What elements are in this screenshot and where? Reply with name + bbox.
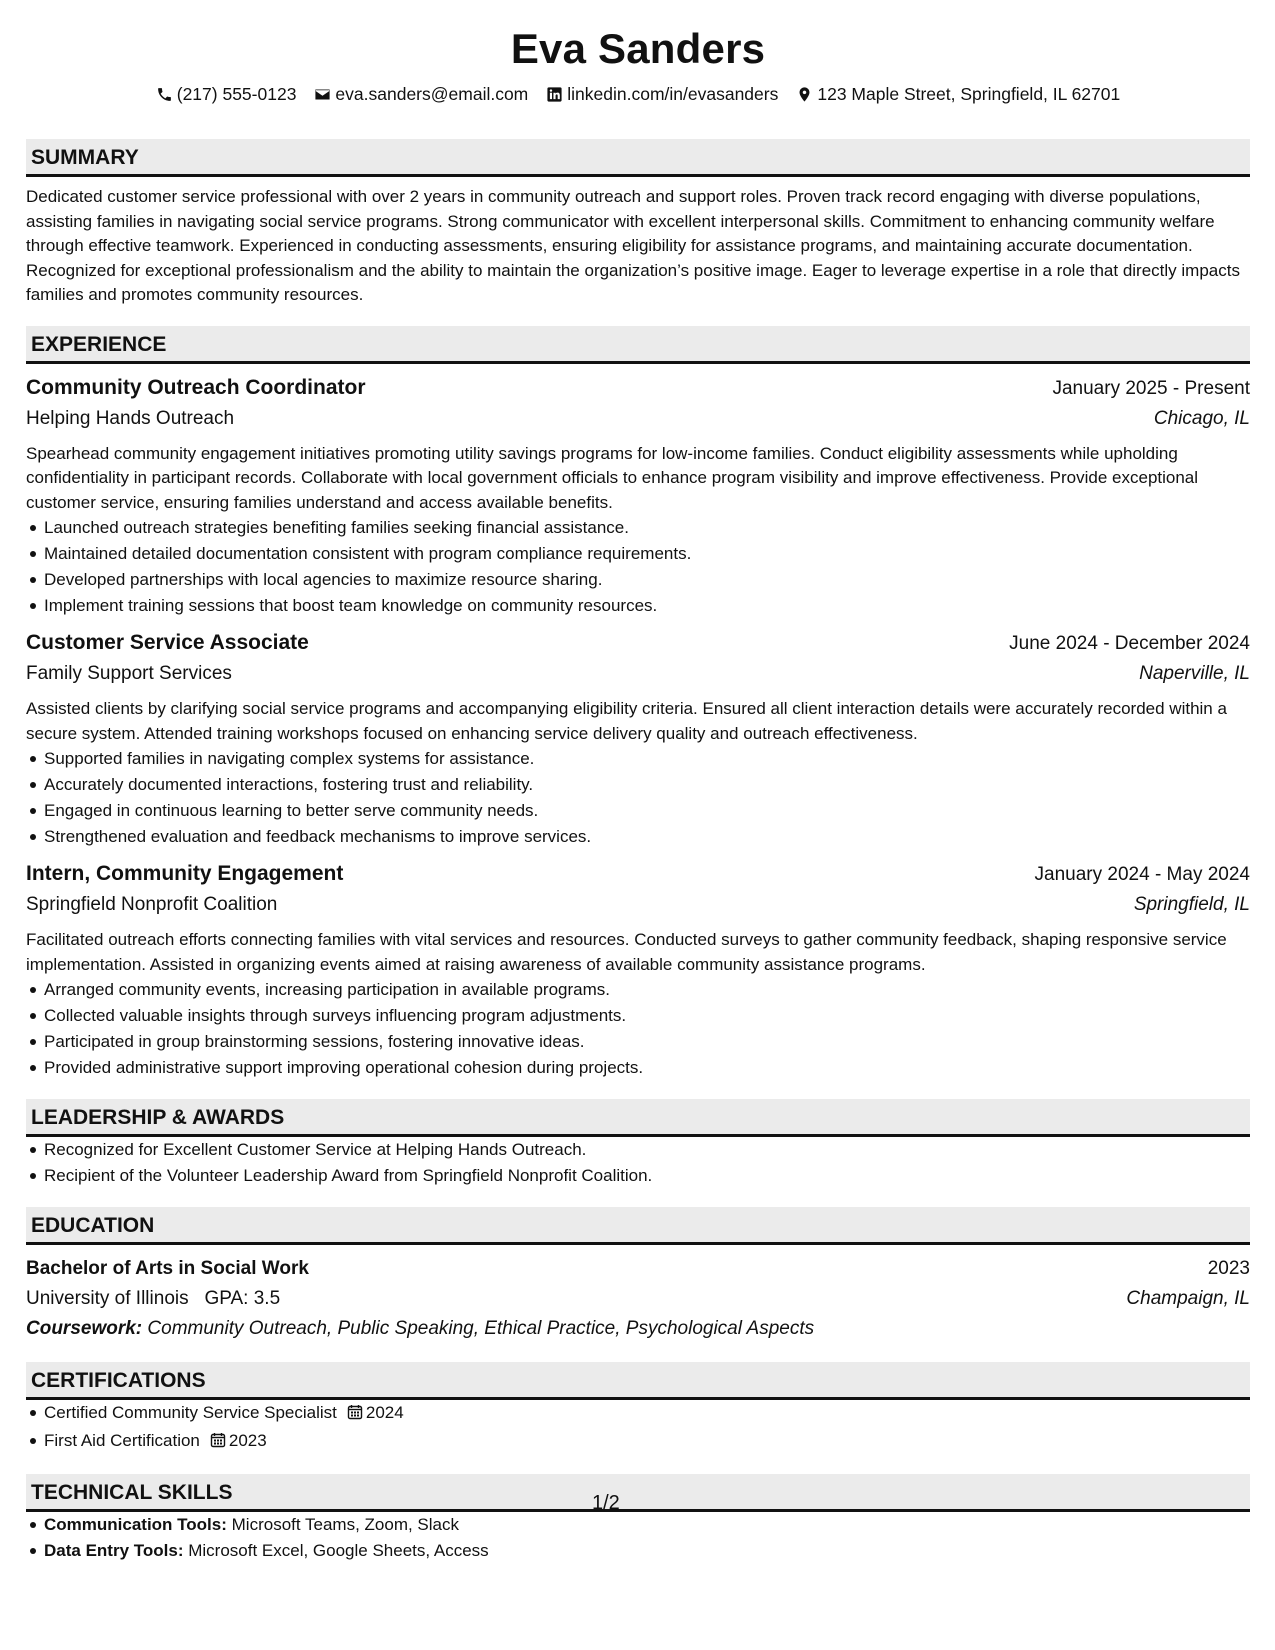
job-entry bbox=[26, 373, 1250, 620]
skill-value: Microsoft Excel, Google Sheets, Access bbox=[188, 1541, 489, 1560]
list-item: Recognized for Excellent Customer Service at Helping Hands Outreach. bbox=[44, 1137, 1250, 1163]
school-line bbox=[26, 1284, 280, 1314]
job-bullets bbox=[26, 746, 1250, 850]
job-description: Facilitated outreach efforts connecting families with vital services and resources. Conducted surveys to gather community feedback, shaping responsive service implementation. Assisted in organizing events aimed at raising awareness of available community assistance programs. bbox=[26, 930, 1227, 974]
list-item: Implement training sessions that boost team knowledge on community resources. bbox=[44, 593, 1250, 619]
list-item: Supported families in navigating complex systems for assistance. bbox=[44, 746, 1250, 772]
skill-value: Microsoft Teams, Zoom, Slack bbox=[231, 1515, 459, 1534]
phone-text[interactable]: (217) 555-0123 bbox=[176, 84, 297, 104]
section-heading-experience: EXPERIENCE bbox=[26, 326, 1250, 364]
list-item: Strengthened evaluation and feedback mechanisms to improve services. bbox=[44, 824, 1250, 850]
job-bullets bbox=[26, 515, 1250, 619]
certification-year: 2024 bbox=[365, 1403, 404, 1422]
job-description: Assisted clients by clarifying social service programs and accompanying eligibility criteria. Ensured all client interaction details were accurately recorded within a secure system. Attended training workshops focused on enhancing service delivery quality and outreach effectiveness. bbox=[26, 699, 1227, 743]
job-organization: Family Support Services bbox=[26, 663, 232, 684]
contact-linkedin bbox=[546, 82, 778, 106]
job-title: Customer Service Associate bbox=[26, 631, 309, 654]
degree-title: Bachelor of Arts in Social Work bbox=[26, 1258, 309, 1279]
address-text: 123 Maple Street, Springfield, IL 62701 bbox=[817, 84, 1121, 104]
job-description: Spearhead community engagement initiatives promoting utility savings programs for low-income families. Conduct eligibility assessments while upholding confidentiality in participant records. Collaborate with local government officials to enhance program visibility and improve effectiveness. Provide exceptional customer service, ensuring families understand and access available benefits. bbox=[26, 443, 1199, 512]
email-link[interactable]: eva.sanders@email.com bbox=[335, 84, 529, 104]
job-dates: January 2025 - Present bbox=[1052, 377, 1250, 399]
coursework-label: Coursework: bbox=[26, 1318, 143, 1339]
job-dates: January 2024 - May 2024 bbox=[1034, 864, 1250, 885]
envelope-icon bbox=[314, 86, 331, 103]
gpa: GPA: 3.5 bbox=[204, 1288, 281, 1309]
contact-address bbox=[796, 82, 1120, 106]
coursework-list: Community Outreach, Public Speaking, Ethical Practice, Psychological Aspects bbox=[147, 1318, 815, 1339]
job-location: Chicago, IL bbox=[1153, 407, 1250, 429]
list-item: Launched outreach strategies benefiting families seeking financial assistance. bbox=[44, 515, 1250, 541]
list-item bbox=[44, 1428, 1250, 1456]
job-dates: June 2024 - December 2024 bbox=[1009, 633, 1250, 654]
section-heading-certifications: CERTIFICATIONS bbox=[26, 1362, 1250, 1400]
phone-icon bbox=[156, 86, 173, 103]
list-item: Maintained detailed documentation consistent with program compliance requirements. bbox=[44, 541, 1250, 567]
list-item bbox=[44, 1538, 1250, 1564]
coursework bbox=[26, 1314, 1250, 1344]
resume-page bbox=[26, 0, 1250, 1564]
list-item bbox=[44, 1512, 1250, 1538]
section-heading-awards: LEADERSHIP & AWARDS bbox=[26, 1099, 1250, 1137]
certifications-list bbox=[26, 1400, 1250, 1456]
certification-name: Certified Community Service Specialist bbox=[44, 1403, 337, 1422]
list-item: Accurately documented interactions, fostering trust and reliability. bbox=[44, 772, 1250, 798]
job-entry bbox=[26, 859, 1250, 1081]
education-entry bbox=[26, 1254, 1250, 1344]
section-heading-skills: TECHNICAL SKILLS bbox=[26, 1474, 1250, 1512]
section-heading-summary: SUMMARY bbox=[26, 139, 1250, 177]
list-item: Developed partnerships with local agencies to maximize resource sharing. bbox=[44, 567, 1250, 593]
job-title: Intern, Community Engagement bbox=[26, 862, 344, 885]
job-title: Community Outreach Coordinator bbox=[26, 375, 366, 399]
certification-year: 2023 bbox=[228, 1431, 267, 1450]
job-bullets bbox=[26, 977, 1250, 1081]
calendar-icon bbox=[210, 1430, 226, 1456]
list-item: Collected valuable insights through surveys influencing program adjustments. bbox=[44, 1003, 1250, 1029]
candidate-name: Eva Sanders bbox=[510, 25, 766, 72]
certification-name: First Aid Certification bbox=[44, 1431, 200, 1450]
skill-label: Data Entry Tools: bbox=[44, 1541, 184, 1560]
job-organization: Springfield Nonprofit Coalition bbox=[26, 894, 278, 915]
map-pin-icon bbox=[796, 86, 813, 103]
calendar-icon bbox=[347, 1402, 363, 1428]
school-name: University of Illinois bbox=[26, 1288, 189, 1309]
awards-list bbox=[26, 1137, 1250, 1189]
contact-email bbox=[314, 82, 528, 106]
contact-bar bbox=[26, 82, 1250, 106]
skill-label: Communication Tools: bbox=[44, 1515, 227, 1534]
linkedin-icon bbox=[546, 86, 563, 103]
list-item: Participated in group brainstorming sessions, fostering innovative ideas. bbox=[44, 1029, 1250, 1055]
graduation-year: 2023 bbox=[1207, 1258, 1250, 1279]
list-item: Arranged community events, increasing participation in available programs. bbox=[44, 977, 1250, 1003]
school-location: Champaign, IL bbox=[1126, 1288, 1250, 1309]
list-item bbox=[44, 1400, 1250, 1428]
contact-phone bbox=[156, 82, 297, 106]
list-item: Recipient of the Volunteer Leadership Award from Springfield Nonprofit Coalition. bbox=[44, 1163, 1250, 1189]
linkedin-link[interactable]: linkedin.com/in/evasanders bbox=[567, 84, 779, 104]
job-entry bbox=[26, 628, 1250, 850]
section-heading-education: EDUCATION bbox=[26, 1207, 1250, 1245]
page-number: 1/2 bbox=[592, 1492, 620, 1514]
list-item: Provided administrative support improving operational cohesion during projects. bbox=[44, 1055, 1250, 1081]
summary-text: Dedicated customer service professional with over 2 years in community outreach and support roles. Proven track record engaging with diverse populations, assisting families in navigating social service programs. Strong communicator with excellent interpersonal skills. Commitment to enhancing community welfare through effective teamwork. Experienced in conducting assessments, ensuring eligibility for assistance programs, and maintaining accurate documentation. Recognized for exceptional professionalism and the ability to maintain the organization’s positive image. Eager to leverage expertise in a role that directly impacts families and promotes community resources. bbox=[26, 187, 1240, 304]
job-organization: Helping Hands Outreach bbox=[26, 407, 235, 429]
job-location: Springfield, IL bbox=[1133, 894, 1250, 915]
list-item: Engaged in continuous learning to better serve community needs. bbox=[44, 798, 1250, 824]
skills-list bbox=[26, 1512, 1250, 1564]
job-location: Naperville, IL bbox=[1139, 663, 1250, 684]
